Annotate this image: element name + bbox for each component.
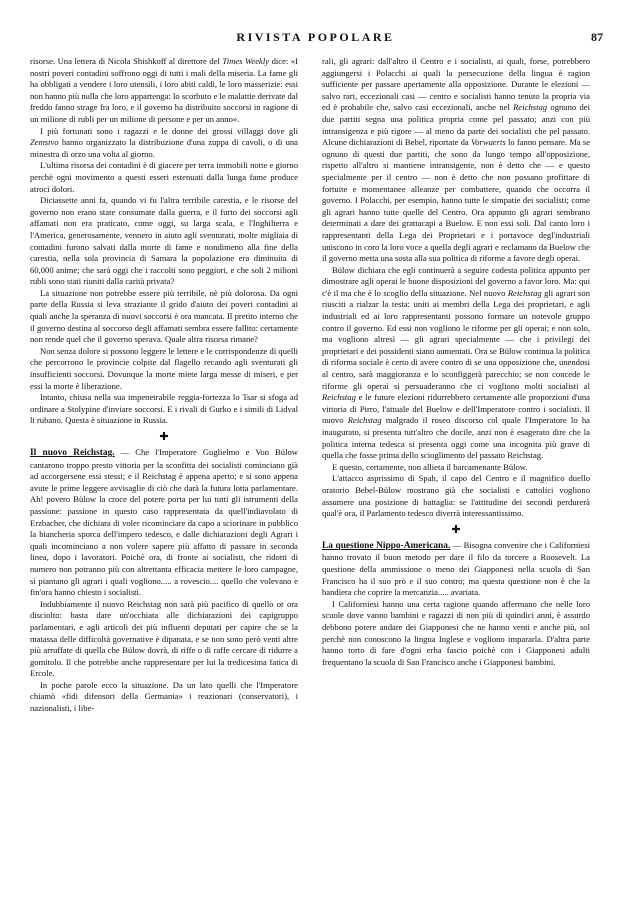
text-span: I più fortunati sono i ragazzi e le donne dei grossi villaggi dove gli bbox=[40, 125, 298, 136]
page-header bbox=[28, 30, 603, 46]
text-span: dice: «I nostri poveri contadini soffrono oggi di tutti i mali della miseria. La fame gli ha obbligati a vendere i loro utensili, i loro abiti caldi, le loro masserizie: essi non hanno più nulla che loro appartenga: lo scorbuto e le malattie derivate dal freddo fanno strage fra loro, e il governo ha distribuito soccorsi in ragione di un milione di rubli per un milione di persone e per un anno». bbox=[30, 56, 298, 124]
section-separator-ornament: ✚ bbox=[159, 431, 169, 443]
paragraph: I Californiesi hanno una certa ragione quando affermano che nelle loro scuole dove vanno bambini e ragazzi di non più di quindici anni, è assurdo debbono potere andare dei Giapponesi che ne hanno venti e anche più, sol perchè non conoscono la lingua Inglese e vogliono impararla. D'altra parte hanno torto di fare d'ogni erba fascio poichè con i Giapponesi adulti frequentano la scuola di San Francisco anche i Giapponesi bambini. bbox=[322, 598, 590, 667]
running-title: RIVISTA POPOLARE bbox=[236, 30, 395, 44]
text-span: e le future elezioni ridurrebbero certamente alle proporzioni d'una vittoria di Pirro, l'attuale del Buelow e dell'Imperatore contro i socialisti. Il nuovo bbox=[322, 392, 590, 426]
paragraph: In poche parole ecco la situazione. Da un lato quelli che l'Imperatore chiamò «fidi difensori della Germania» i reazionari (conservatori), i nazionalisti, i libe- bbox=[30, 679, 298, 714]
publication-name: Times Weekly bbox=[222, 56, 270, 66]
paragraph bbox=[322, 265, 590, 462]
emphasized-term: Reichstag bbox=[513, 102, 548, 113]
paragraph: Non senza dolore si possono leggere le lettere e le corrispondenze di quelli che percorrono le provincie colpite dal flagello recando agli sventurati gli insufficienti soccorsi. Dovunque la morte miete larga messe di miseri, e per essi la morte è liberazione. bbox=[30, 345, 298, 391]
left-column bbox=[30, 56, 298, 891]
paragraph: E questo, certamente, non allieta il barcamenante Bülow. bbox=[332, 461, 528, 472]
page-number: 87 bbox=[591, 30, 603, 44]
paragraph: L'attacco asprissimo di Spah, il capo del Centro e il magnifico duello oratorio Bebel-Bülow mostrano già che socialisti e cattolici vogliono assumere una posizione di battaglia: se l'attitudine dei secondi perdurerà qual'è ora, il Parlamento tedesco diverrà interessantissimo. bbox=[322, 473, 590, 519]
text-span: rali, gli agrari: dall'altro il Centro e i socialisti, ai quali, forse, potrebbero aggiungersi i Polacchi ai quali la persecuzione della lingua è ragion sufficiente per passare apertamente alla opposizione. Durante le elezioni — salvo rari, eccezionali casi — centro e socialisti hanno tenuto la propria via ed è probabile che, salvo casi eccezionali, anche nel bbox=[322, 56, 590, 113]
paragraph bbox=[30, 56, 298, 126]
paragraph: Indubbiamente il nuovo Reichstag non sarà più pacifico di quello or ora disciolto: basta dare un'occhiata alle dichiarazioni dei capigruppo parlamentari, e agli articoli dei più influenti deputati per capire che se la matassa delle difficoltà governative è dipanata, e se non sono però venti altre più arruffate di quella che Bülow dovrà, di riffe o di raffe cercare di ridurre a gomitolo. Il che potrebbe anche rappresentare per lui la tredicesima fatica di Ercole. bbox=[30, 598, 298, 679]
paragraph: La situazione non potrebbe essere più terribile, nè più dolorosa. Da ogni parte della Russia si leva straziante il grido d'aiuto dei poveri contadini ai quali anche la speranza di nuovi soccorsi è ora mancata. Il pretito interno che il governo destina al soccorso degli affamati sembra essere fallito: certamente non rende quel che il governo sperava. Quale altra risorsa rimane? bbox=[30, 287, 298, 345]
paragraph bbox=[322, 540, 590, 599]
paragraph bbox=[30, 447, 298, 599]
paragraph bbox=[322, 56, 590, 265]
section-title: La questione Nippo-Americana. bbox=[322, 540, 451, 551]
text-span: lo fanno pensare. Ma se ognuno di questi due partiti, che sono da lungo tempo all'opposizione, rispetto all'altro si mantiene intransigente, non è detto che — e questo specialmente per il centro — non è detto che non possano profittare di fortuite e momentanee alleanze per combattere, quando che occorra il governo. I Polacchi, per esempio, hanno tutte le simpatie dei socialisti; come gli agrari hanno tutte quelle del Centro. Ora appunto gli agrari sembrano determinati a dare dei grattacapi a Buelow. E non essi soli. Dal canto loro i rappresentanti della Lega dei Proprietari e i portavoce degl'industriali uniscono in coro la loro voce a quella degli agrari e reclamano da Buelow che il governo metta una sosta alla sua politica di riforme a favore degli operai. bbox=[322, 137, 590, 264]
text-span: risorse. Una lettera di Nicola Shishkoff al direttore del bbox=[30, 56, 220, 66]
text-span: ognuno dei due partiti segna una politica propria come pel passato; anzi con più intransigenza e più rigore — al meno da parte dei socialisti che pel passato. Alcune dichiarazioni di Bebel, riportate da bbox=[322, 102, 590, 148]
text-span: — Bisogna convenire che i Californiesi hanno trovato il buon metodo per dare il filo da torcere a Roosevelt. La questione della ammissione o meno dei Giapponesi nella scuola di San Francisco ha il suo prò e il suo contro; ma questa questione non è che la bandiera che coprire la mercanzia..... avariata. bbox=[322, 539, 590, 598]
paragraph bbox=[30, 126, 298, 161]
text-span: gli agrari son riusciti a rialzar la testa: uniti ai membri della Lega dei proprietari, e agli industriali ed ai loro rappresentanti possono formare un notevole gruppo contro il governo. Ed essi non vogliono le riforme per gli operai; e non solo, ma vogliono altresì — gli agrari specialmente — che i privilegi dei proprietari e dei possidenti siano aumentati. Ora se Bülow continua la politica di riforma sociale è certo di avere contro di se una opposizione che, unendosi al centro, sarà maggioranza e lo sconfiggerà parecchio; se non concede le riforme gli operai si persuaderanno che ci vogliono molti socialisti al bbox=[322, 287, 590, 391]
section-separator-ornament: ✚ bbox=[451, 523, 461, 536]
text-span: — Che l'Imperatore Guglielmo e Von Bülow cantarono troppo presto vittoria per la sconfitta dei socialisti cominciano già ad accorgersene essi stessi; e il Reichstag è appena aperto; e si sono appena avute le prime leggere avvisaglie di ciò che darà la futura lotta parlamentare. Ah! povero Bülow la croce del potere porta per lui tutti gli istrumenti della passione: passione in questo caso rappresentata da quell'indiavolato di Erzbacher, che dichiara di voler ricominciare da capo a sciorinare in pubblico la biancheria sporca dell'impero tedesco, e dalle dichiarazioni degli Agrari i quali incominciano a non volere sapere più affatto di passare in seconda linea, dopo i lavoratori. Poichè ora, di fronte ai socialisti, che ridotti di numero non potranno più con altrettanta efficacia mettere le loro campagne, si piantano gli agrari i quali vogliono..... a rovescio.... quello che volevano e fin'ora hanno chiesto i socialisti. bbox=[30, 447, 298, 598]
section-title: Il nuovo Reichstag. bbox=[30, 448, 115, 458]
emphasized-term: Reichstag bbox=[507, 287, 542, 298]
publication-name: Vorwaerts bbox=[470, 137, 506, 148]
emphasized-term: Reichstag bbox=[322, 392, 356, 403]
emphasized-term: Zemstvo bbox=[30, 137, 59, 148]
text-span: malgrado il roseo discorso col quale l'Imperatore lo ha inaugurato, si presenta tutt'altro che docile, anzi non è esagerato dire che la politica interna tedesca si presenta oggi come una incognita più grave di quella che fosse prima dello scioglimento del passato Reichstag. bbox=[322, 415, 590, 461]
text-span: hanno organizzato la distribuzione d'una zuppa di cavoli, o di una minestra di orzo una volta al giorno. bbox=[30, 137, 298, 159]
paragraph: L'ultima risorsa dei contadini è di giacere per terra immobili notte e giorno perchè ogni movimento a questi esseri estenuati dalla lunga fame produce atroci dolori. bbox=[30, 160, 298, 194]
right-column bbox=[322, 56, 590, 891]
emphasized-term: Reichstag bbox=[347, 415, 382, 426]
paragraph: Diciassette anni fa, quando vi fu l'altra terribile carestia, e le risorse del governo non erano state consumate dalla guerra, e il furto dei soccorsi agli affamati non era praticato, come oggi, su larga scala, e l'Inghilterra e l'America, generosamente, vennero in aiuto agli sventurati, molte migliaia di contadini furono salvati dalla morte di fame e nondimeno alla fine della carestia, nella sola provincia di Samara la popolazione era diminuita di 60,000 anime; che sarà oggi che i raccolti sono peggiori, e che soli 2 milioni rubli sono stati riuniti dalla carità privata? bbox=[30, 195, 298, 287]
text-span: Bülow dichiara che egli continuerà a seguire codesta politica appunto per dimostrare agli operai le buone disposizioni del governo a favor loro. Ma: qui c'è il ma che è lo scoglio della situazione. Nel nuovo bbox=[322, 264, 590, 298]
paragraph: Intanto, chiusa nella sua impenetrabile reggia-fortezza lo Tsar si sfoga ad ordinare a Stolypine d'inviare soccorsi. E i rivali di Gurko e i simili di Lidval li rubano. Questa è situazione in Russia. bbox=[30, 392, 298, 426]
